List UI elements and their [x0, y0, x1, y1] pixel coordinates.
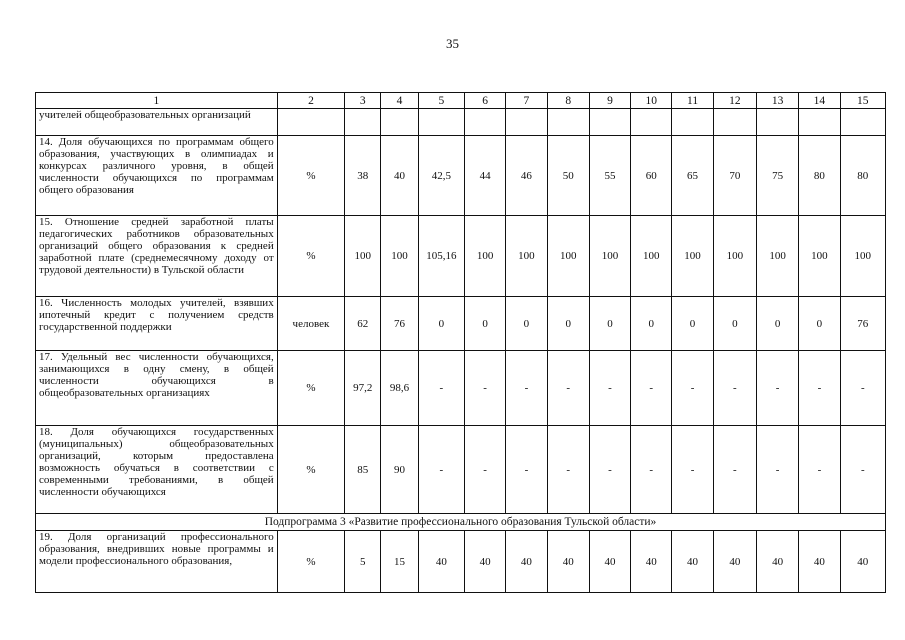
value-cell: -	[506, 426, 547, 514]
value-cell	[506, 109, 547, 136]
unit-cell: %	[277, 136, 344, 216]
value-cell: -	[672, 351, 713, 426]
value-cell: -	[672, 426, 713, 514]
value-cell: 15	[381, 531, 418, 593]
value-cell: 76	[381, 297, 418, 351]
value-cell: 40	[799, 531, 840, 593]
value-cell: 40	[464, 531, 505, 593]
value-cell: -	[589, 426, 630, 514]
value-cell: 0	[756, 297, 798, 351]
indicator-name: 19. Доля организаций профессионального образования, внедривших новые программы и модели профессионального образования,	[36, 531, 278, 593]
column-header: 9	[589, 93, 630, 109]
value-cell: 40	[381, 136, 418, 216]
value-cell: -	[547, 426, 589, 514]
indicator-name: 16. Численность молодых учителей, взявших ипотечный кредит с получением средств государственной поддержки	[36, 297, 278, 351]
indicator-name: учителей общеобразовательных организаций	[36, 109, 278, 136]
column-header: 4	[381, 93, 418, 109]
value-cell: 46	[506, 136, 547, 216]
column-header: 15	[840, 93, 885, 109]
unit-cell: %	[277, 531, 344, 593]
table-row	[36, 297, 886, 351]
value-cell: 97,2	[345, 351, 381, 426]
indicators-table	[35, 92, 886, 593]
value-cell: 42,5	[418, 136, 464, 216]
value-cell: -	[799, 351, 840, 426]
page-number: 35	[446, 36, 459, 51]
value-cell: 100	[345, 216, 381, 297]
value-cell	[381, 109, 418, 136]
value-cell: 100	[672, 216, 713, 297]
value-cell: 40	[840, 531, 885, 593]
table-row	[36, 531, 886, 593]
value-cell: 98,6	[381, 351, 418, 426]
value-cell: -	[506, 351, 547, 426]
unit-cell	[277, 109, 344, 136]
value-cell: 75	[756, 136, 798, 216]
value-cell: -	[631, 426, 672, 514]
value-cell: 0	[799, 297, 840, 351]
value-cell: 5	[345, 531, 381, 593]
value-cell	[589, 109, 630, 136]
column-header: 7	[506, 93, 547, 109]
value-cell: -	[756, 351, 798, 426]
value-cell	[713, 109, 756, 136]
column-header: 6	[464, 93, 505, 109]
value-cell: 80	[840, 136, 885, 216]
table-row	[36, 216, 886, 297]
table-row	[36, 426, 886, 514]
value-cell: 90	[381, 426, 418, 514]
value-cell: 38	[345, 136, 381, 216]
value-cell: 100	[799, 216, 840, 297]
value-cell: -	[589, 351, 630, 426]
value-cell: 40	[672, 531, 713, 593]
value-cell: 0	[672, 297, 713, 351]
value-cell: 100	[506, 216, 547, 297]
value-cell: 80	[799, 136, 840, 216]
value-cell: 40	[418, 531, 464, 593]
value-cell: -	[464, 426, 505, 514]
header-row	[36, 93, 886, 109]
indicator-name: 14. Доля обучающихся по программам общего образования, участвующих в олимпиадах и конкурсах различного уровня, в общей численности обучающихся по программам общего образования	[36, 136, 278, 216]
value-cell: 40	[547, 531, 589, 593]
value-cell	[672, 109, 713, 136]
value-cell: -	[464, 351, 505, 426]
value-cell: 40	[756, 531, 798, 593]
value-cell: 100	[756, 216, 798, 297]
value-cell: 100	[547, 216, 589, 297]
column-header: 8	[547, 93, 589, 109]
value-cell: 0	[464, 297, 505, 351]
column-header: 11	[672, 93, 713, 109]
unit-cell: %	[277, 426, 344, 514]
value-cell: 100	[464, 216, 505, 297]
column-header: 5	[418, 93, 464, 109]
indicator-name: 15. Отношение средней заработной платы педагогических работников образовательных организаций общего образования к средней заработной плате (среднемесячному доходу от трудовой деятельности) в Тульской области	[36, 216, 278, 297]
value-cell: 0	[713, 297, 756, 351]
value-cell	[464, 109, 505, 136]
value-cell: 70	[713, 136, 756, 216]
value-cell	[345, 109, 381, 136]
value-cell: 40	[631, 531, 672, 593]
column-header: 10	[631, 93, 672, 109]
value-cell: -	[631, 351, 672, 426]
value-cell: 40	[506, 531, 547, 593]
value-cell: 85	[345, 426, 381, 514]
value-cell: -	[547, 351, 589, 426]
value-cell: -	[713, 426, 756, 514]
value-cell: 0	[631, 297, 672, 351]
value-cell: 65	[672, 136, 713, 216]
value-cell: -	[756, 426, 798, 514]
value-cell: -	[840, 351, 885, 426]
value-cell	[840, 109, 885, 136]
table-row	[36, 351, 886, 426]
value-cell	[418, 109, 464, 136]
value-cell: 55	[589, 136, 630, 216]
value-cell: 100	[381, 216, 418, 297]
indicator-name: 17. Удельный вес численности обучающихся, занимающихся в одну смену, в общей численности обучающихся в общеобразовательных организациях	[36, 351, 278, 426]
table-row	[36, 136, 886, 216]
value-cell: 100	[589, 216, 630, 297]
subprogram-row	[36, 514, 886, 531]
column-header: 12	[713, 93, 756, 109]
value-cell: 105,16	[418, 216, 464, 297]
column-header: 14	[799, 93, 840, 109]
column-header: 1	[36, 93, 278, 109]
value-cell: 0	[418, 297, 464, 351]
value-cell: 0	[506, 297, 547, 351]
column-header: 3	[345, 93, 381, 109]
value-cell: 100	[631, 216, 672, 297]
value-cell: 100	[840, 216, 885, 297]
indicator-name: 18. Доля обучающихся государственных (муниципальных) общеобразовательных организаций, которым предоставлена возможность обучаться в соответствии с современными требованиями, в общей численности обучающихся	[36, 426, 278, 514]
column-header: 2	[277, 93, 344, 109]
value-cell	[547, 109, 589, 136]
table-row	[36, 109, 886, 136]
value-cell	[756, 109, 798, 136]
unit-cell: человек	[277, 297, 344, 351]
value-cell: 76	[840, 297, 885, 351]
column-header: 13	[756, 93, 798, 109]
value-cell: 62	[345, 297, 381, 351]
value-cell: 50	[547, 136, 589, 216]
unit-cell: %	[277, 216, 344, 297]
value-cell: 44	[464, 136, 505, 216]
value-cell: -	[799, 426, 840, 514]
value-cell: -	[713, 351, 756, 426]
value-cell: 0	[589, 297, 630, 351]
value-cell	[631, 109, 672, 136]
value-cell: 100	[713, 216, 756, 297]
subprogram-title: Подпрограмма 3 «Развитие профессионального образования Тульской области»	[36, 514, 886, 531]
value-cell: -	[418, 351, 464, 426]
value-cell: -	[418, 426, 464, 514]
value-cell: -	[840, 426, 885, 514]
value-cell: 40	[589, 531, 630, 593]
value-cell: 40	[713, 531, 756, 593]
unit-cell: %	[277, 351, 344, 426]
value-cell: 60	[631, 136, 672, 216]
value-cell	[799, 109, 840, 136]
value-cell: 0	[547, 297, 589, 351]
